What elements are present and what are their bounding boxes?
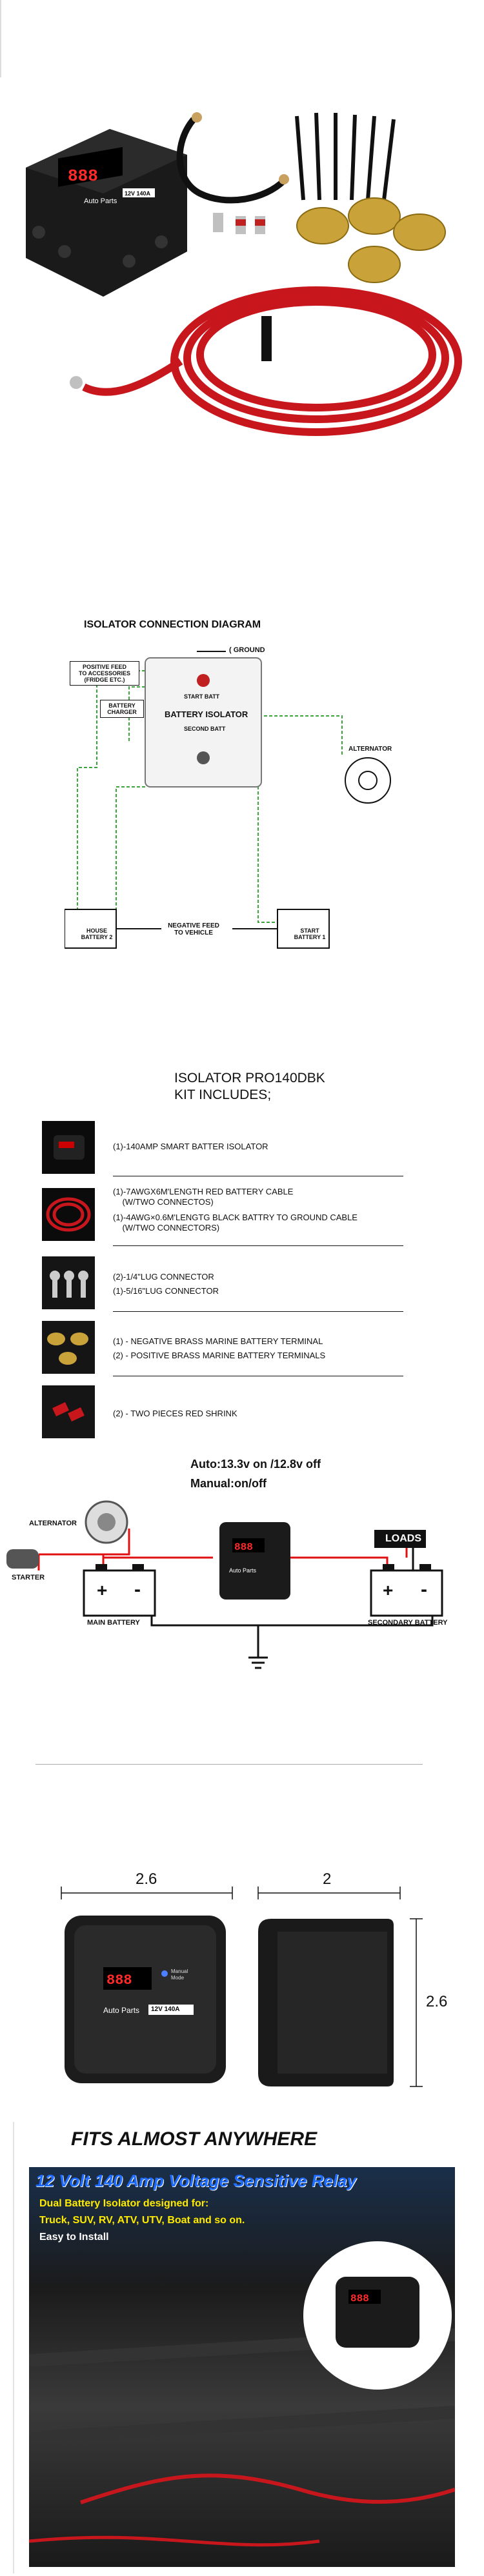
device-badge: 12V 140A — [125, 190, 151, 197]
front-brand: Auto Parts — [103, 2006, 140, 2015]
product-photo-section — [0, 0, 484, 490]
install-photo — [29, 2167, 455, 2567]
kit-item-line: (1)-140AMP SMART BATTER ISOLATOR — [113, 1142, 268, 1151]
positive-feed-label: POSITIVE FEED TO ACCESSORIES (FRIDGE ETC.) — [70, 661, 139, 686]
banner-line2: Truck, SUV, RV, ATV, UTV, Boat and so on. — [39, 2215, 245, 2226]
kit-item — [42, 1253, 403, 1312]
kit-item-line: (1) - NEGATIVE BRASS MARINE BATTERY TERMINAL — [113, 1336, 323, 1346]
kit-title-line1: ISOLATOR PRO140DBK — [174, 1071, 325, 1085]
start-batt-label: START BATT — [184, 693, 220, 700]
kit-item-line: (1)-5/16"LUG CONNECTOR — [113, 1286, 219, 1296]
alternator-label: ALTERNATOR — [348, 746, 392, 753]
battery-charger-label: BATTERY CHARGER — [100, 700, 144, 718]
kit-item-line: (1)-4AWG×0.6M'LENGTG BLACK BATTRY TO GROUND CABLE — [113, 1213, 358, 1222]
display-value: 888 — [68, 166, 98, 186]
loads-label: LOADS — [385, 1533, 421, 1544]
kit-section — [0, 1071, 484, 1458]
fits-heading: FITS ALMOST ANYWHERE — [71, 2128, 318, 2150]
svg-text:888: 888 — [106, 1972, 132, 1988]
front-text2: Mode — [171, 1975, 185, 1981]
corner-line — [0, 0, 1, 77]
shrink-thumb — [42, 1385, 95, 1438]
kit-item — [42, 1382, 403, 1441]
diagram-title: ISOLATOR CONNECTION DIAGRAM — [84, 619, 261, 630]
divider — [35, 1764, 423, 1765]
device-brand: Auto Parts — [84, 197, 117, 205]
front-badge: 12V 140A — [151, 2006, 180, 2013]
connection-diagram-section — [0, 619, 484, 980]
cable-thumb — [42, 1188, 95, 1241]
product-photo — [13, 103, 471, 464]
fits-section — [0, 2122, 484, 2576]
house-battery-label: HOUSE BATTERY 2 — [81, 927, 113, 940]
dimension-lines — [0, 1858, 484, 2103]
manual-line: Manual:on/off — [190, 1477, 267, 1490]
kit-item-line: (1)-7AWGX6M'LENGTH RED BATTERY CABLE — [113, 1187, 294, 1196]
kit-item — [42, 1182, 403, 1246]
banner-line3: Easy to Install — [39, 2232, 109, 2243]
kit-title-line2: KIT INCLUDES; — [174, 1087, 272, 1102]
lug-thumb — [42, 1256, 95, 1309]
main-plus: + — [97, 1580, 108, 1600]
isolator-brand: Auto Parts — [229, 1567, 257, 1574]
secondary-minus: - — [421, 1579, 427, 1600]
left-rule — [13, 2122, 14, 2573]
main-battery-label: MAIN BATTERY — [87, 1619, 140, 1627]
kit-item-line: (2) - TWO PIECES RED SHRINK — [113, 1409, 237, 1418]
main-minus: - — [134, 1579, 141, 1600]
start-battery-label: START BATTERY 1 — [294, 927, 326, 940]
isolator-thumb — [42, 1121, 95, 1174]
height-value: 2.6 — [426, 1993, 448, 2010]
kit-item — [42, 1317, 403, 1376]
front-text1: Manual — [171, 1968, 188, 1974]
dimensions-section — [0, 1858, 484, 2103]
second-batt-label: SECOND BATT — [184, 726, 226, 732]
kit-item-line: (2) - POSITIVE BRASS MARINE BATTERY TERMINALS — [113, 1351, 326, 1360]
isolator-name-label: BATTERY ISOLATOR — [165, 709, 248, 719]
svg-text:888: 888 — [350, 2293, 369, 2304]
secondary-plus: + — [383, 1580, 394, 1600]
depth-value: 2 — [323, 1870, 332, 1888]
kit-item-line: (2)-1/4"LUG CONNECTOR — [113, 1272, 214, 1282]
banner-line1: Dual Battery Isolator designed for: — [39, 2198, 209, 2209]
kit-item — [42, 1117, 403, 1176]
alternator-label: ALTERNATOR — [29, 1520, 77, 1527]
connection-diagram — [65, 639, 426, 961]
width-value: 2.6 — [136, 1870, 157, 1888]
ground-label: ( GROUND — [229, 646, 265, 654]
wiring-section — [0, 1458, 484, 1690]
banner-title: 12 Volt 140 Amp Voltage Sensitive Relay — [35, 2171, 357, 2190]
auto-line: Auto:13.3v on /12.8v off — [190, 1458, 321, 1471]
starter-label: STARTER — [12, 1574, 45, 1581]
svg-text:888: 888 — [234, 1541, 253, 1553]
secondary-battery-label: SECONDARY BATTERY — [368, 1619, 448, 1627]
kit-item-line: (W/TWO CONNECTORS) — [113, 1223, 220, 1233]
terminal-thumb — [42, 1321, 95, 1374]
kit-item-line: (W/TWO CONNECTOS) — [113, 1197, 214, 1207]
negative-feed-label: NEGATIVE FEED TO VEHICLE — [168, 922, 219, 936]
